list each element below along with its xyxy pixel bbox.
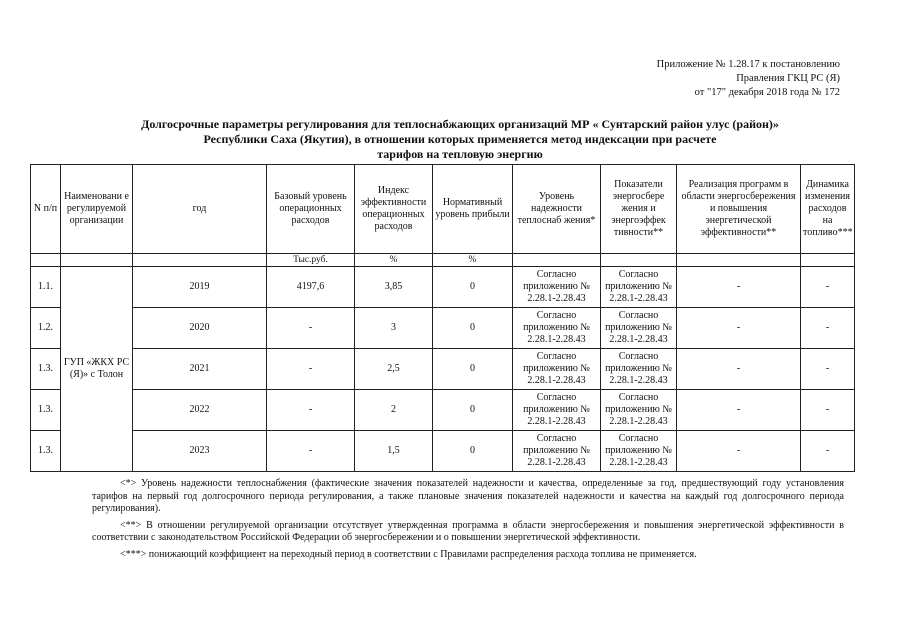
- row-num: 1.3.: [31, 349, 61, 390]
- row-num: 1.3.: [31, 390, 61, 431]
- footnote-energy-program: <**> В отношении регулируемой организации отсутствует утвержденная программа в области энергосбережения и повышения энергетической эффективности в соответствии с законодательством Российской Федерации об энергосбережении и о повышении энергетической эффективности.: [92, 519, 844, 543]
- unit-cell: [61, 254, 133, 267]
- row-program: -: [677, 431, 801, 472]
- row-num: 1.1.: [31, 267, 61, 308]
- appendix-line-1: Приложение № 1.28.17 к постановлению: [656, 59, 840, 70]
- row-energy: Согласно приложению № 2.28.1-2.28.43: [601, 267, 677, 308]
- row-profit: 0: [433, 308, 513, 349]
- row-energy: Согласно приложению № 2.28.1-2.28.43: [601, 308, 677, 349]
- table-row: [31, 308, 855, 349]
- col-header-reliability: Уровень надежности теплоснаб жения*: [513, 165, 601, 254]
- document-title: [60, 117, 860, 162]
- row-profit: 0: [433, 267, 513, 308]
- col-header-base: Базовый уровень операционных расходов: [267, 165, 355, 254]
- appendix-line-3: от "17" декабря 2018 года № 172: [694, 87, 840, 98]
- unit-cell: [513, 254, 601, 267]
- row-reliability: Согласно приложению № 2.28.1-2.28.43: [513, 390, 601, 431]
- organization-name: ГУП «ЖКХ РС (Я)» с Толон: [61, 267, 133, 472]
- row-year: 2021: [133, 349, 267, 390]
- title-line-3: тарифов на тепловую энергию: [377, 147, 543, 161]
- row-base: -: [267, 390, 355, 431]
- row-reliability: Согласно приложению № 2.28.1-2.28.43: [513, 431, 601, 472]
- row-num: 1.2.: [31, 308, 61, 349]
- footnotes: [92, 478, 844, 561]
- row-index: 2,5: [355, 349, 433, 390]
- appendix-header: [540, 58, 840, 100]
- row-profit: 0: [433, 390, 513, 431]
- col-header-program: Реализация программ в области энергосбережения и повышения энергетической эффективности**: [677, 165, 801, 254]
- unit-cell: [601, 254, 677, 267]
- unit-cell: %: [355, 254, 433, 267]
- col-header-index: Индекс эффективности операционных расходов: [355, 165, 433, 254]
- row-reliability: Согласно приложению № 2.28.1-2.28.43: [513, 308, 601, 349]
- appendix-line-2: Правления ГКЦ РС (Я): [736, 73, 840, 84]
- units-row: [31, 254, 855, 267]
- row-energy: Согласно приложению № 2.28.1-2.28.43: [601, 390, 677, 431]
- footnote-reliability: <*> Уровень надежности теплоснабжения (фактические значения показателей надежности и качества, определенные за год, предшествующий году установления тарифов на первый год долгосрочного периода регулирования, а также плановые значения показателей надежности и качества на каждый год долгосрочного периода регулирования).: [92, 478, 844, 514]
- row-profit: 0: [433, 431, 513, 472]
- row-energy: Согласно приложению № 2.28.1-2.28.43: [601, 349, 677, 390]
- row-program: -: [677, 267, 801, 308]
- footnote-fuel: <***> понижающий коэффициент на переходный период в соответствии с Правилами распределения расхода топлива не применяется.: [120, 548, 697, 560]
- col-header-num: N п/п: [31, 165, 61, 254]
- row-fuel: -: [801, 390, 855, 431]
- table-row: [31, 390, 855, 431]
- row-energy: Согласно приложению № 2.28.1-2.28.43: [601, 431, 677, 472]
- row-profit: 0: [433, 349, 513, 390]
- row-reliability: Согласно приложению № 2.28.1-2.28.43: [513, 267, 601, 308]
- row-num: 1.3.: [31, 431, 61, 472]
- row-index: 3: [355, 308, 433, 349]
- row-program: -: [677, 390, 801, 431]
- title-line-2: Республики Саха (Якутия), в отношении которых применяется метод индексации при расчете: [203, 132, 717, 146]
- row-fuel: -: [801, 349, 855, 390]
- row-base: 4197,6: [267, 267, 355, 308]
- row-fuel: -: [801, 431, 855, 472]
- row-year: 2019: [133, 267, 267, 308]
- row-year: 2023: [133, 431, 267, 472]
- unit-cell: [801, 254, 855, 267]
- unit-cell: [677, 254, 801, 267]
- row-reliability: Согласно приложению № 2.28.1-2.28.43: [513, 349, 601, 390]
- parameters-table: [30, 164, 855, 472]
- unit-cell: [133, 254, 267, 267]
- row-base: -: [267, 431, 355, 472]
- row-program: -: [677, 308, 801, 349]
- table-row: [31, 431, 855, 472]
- row-index: 1,5: [355, 431, 433, 472]
- row-base: -: [267, 308, 355, 349]
- row-index: 2: [355, 390, 433, 431]
- row-index: 3,85: [355, 267, 433, 308]
- row-year: 2020: [133, 308, 267, 349]
- table-row: [31, 267, 855, 308]
- row-year: 2022: [133, 390, 267, 431]
- col-header-energy: Показатели энергосбере жения и энергоэффек тивности**: [601, 165, 677, 254]
- row-fuel: -: [801, 267, 855, 308]
- col-header-year: год: [133, 165, 267, 254]
- row-program: -: [677, 349, 801, 390]
- col-header-org: Наименовани е регулируемой организации: [61, 165, 133, 254]
- row-fuel: -: [801, 308, 855, 349]
- col-header-fuel: Динамика изменения расходов на топливо***: [801, 165, 855, 254]
- row-base: -: [267, 349, 355, 390]
- col-header-profit: Нормативный уровень прибыли: [433, 165, 513, 254]
- header-row: [31, 165, 855, 254]
- unit-cell: %: [433, 254, 513, 267]
- unit-cell: [31, 254, 61, 267]
- unit-cell: Тыс.руб.: [267, 254, 355, 267]
- title-line-1: Долгосрочные параметры регулирования для теплоснабжающих организаций МР « Сунтарский район улус (район)»: [141, 117, 779, 131]
- table-row: [31, 349, 855, 390]
